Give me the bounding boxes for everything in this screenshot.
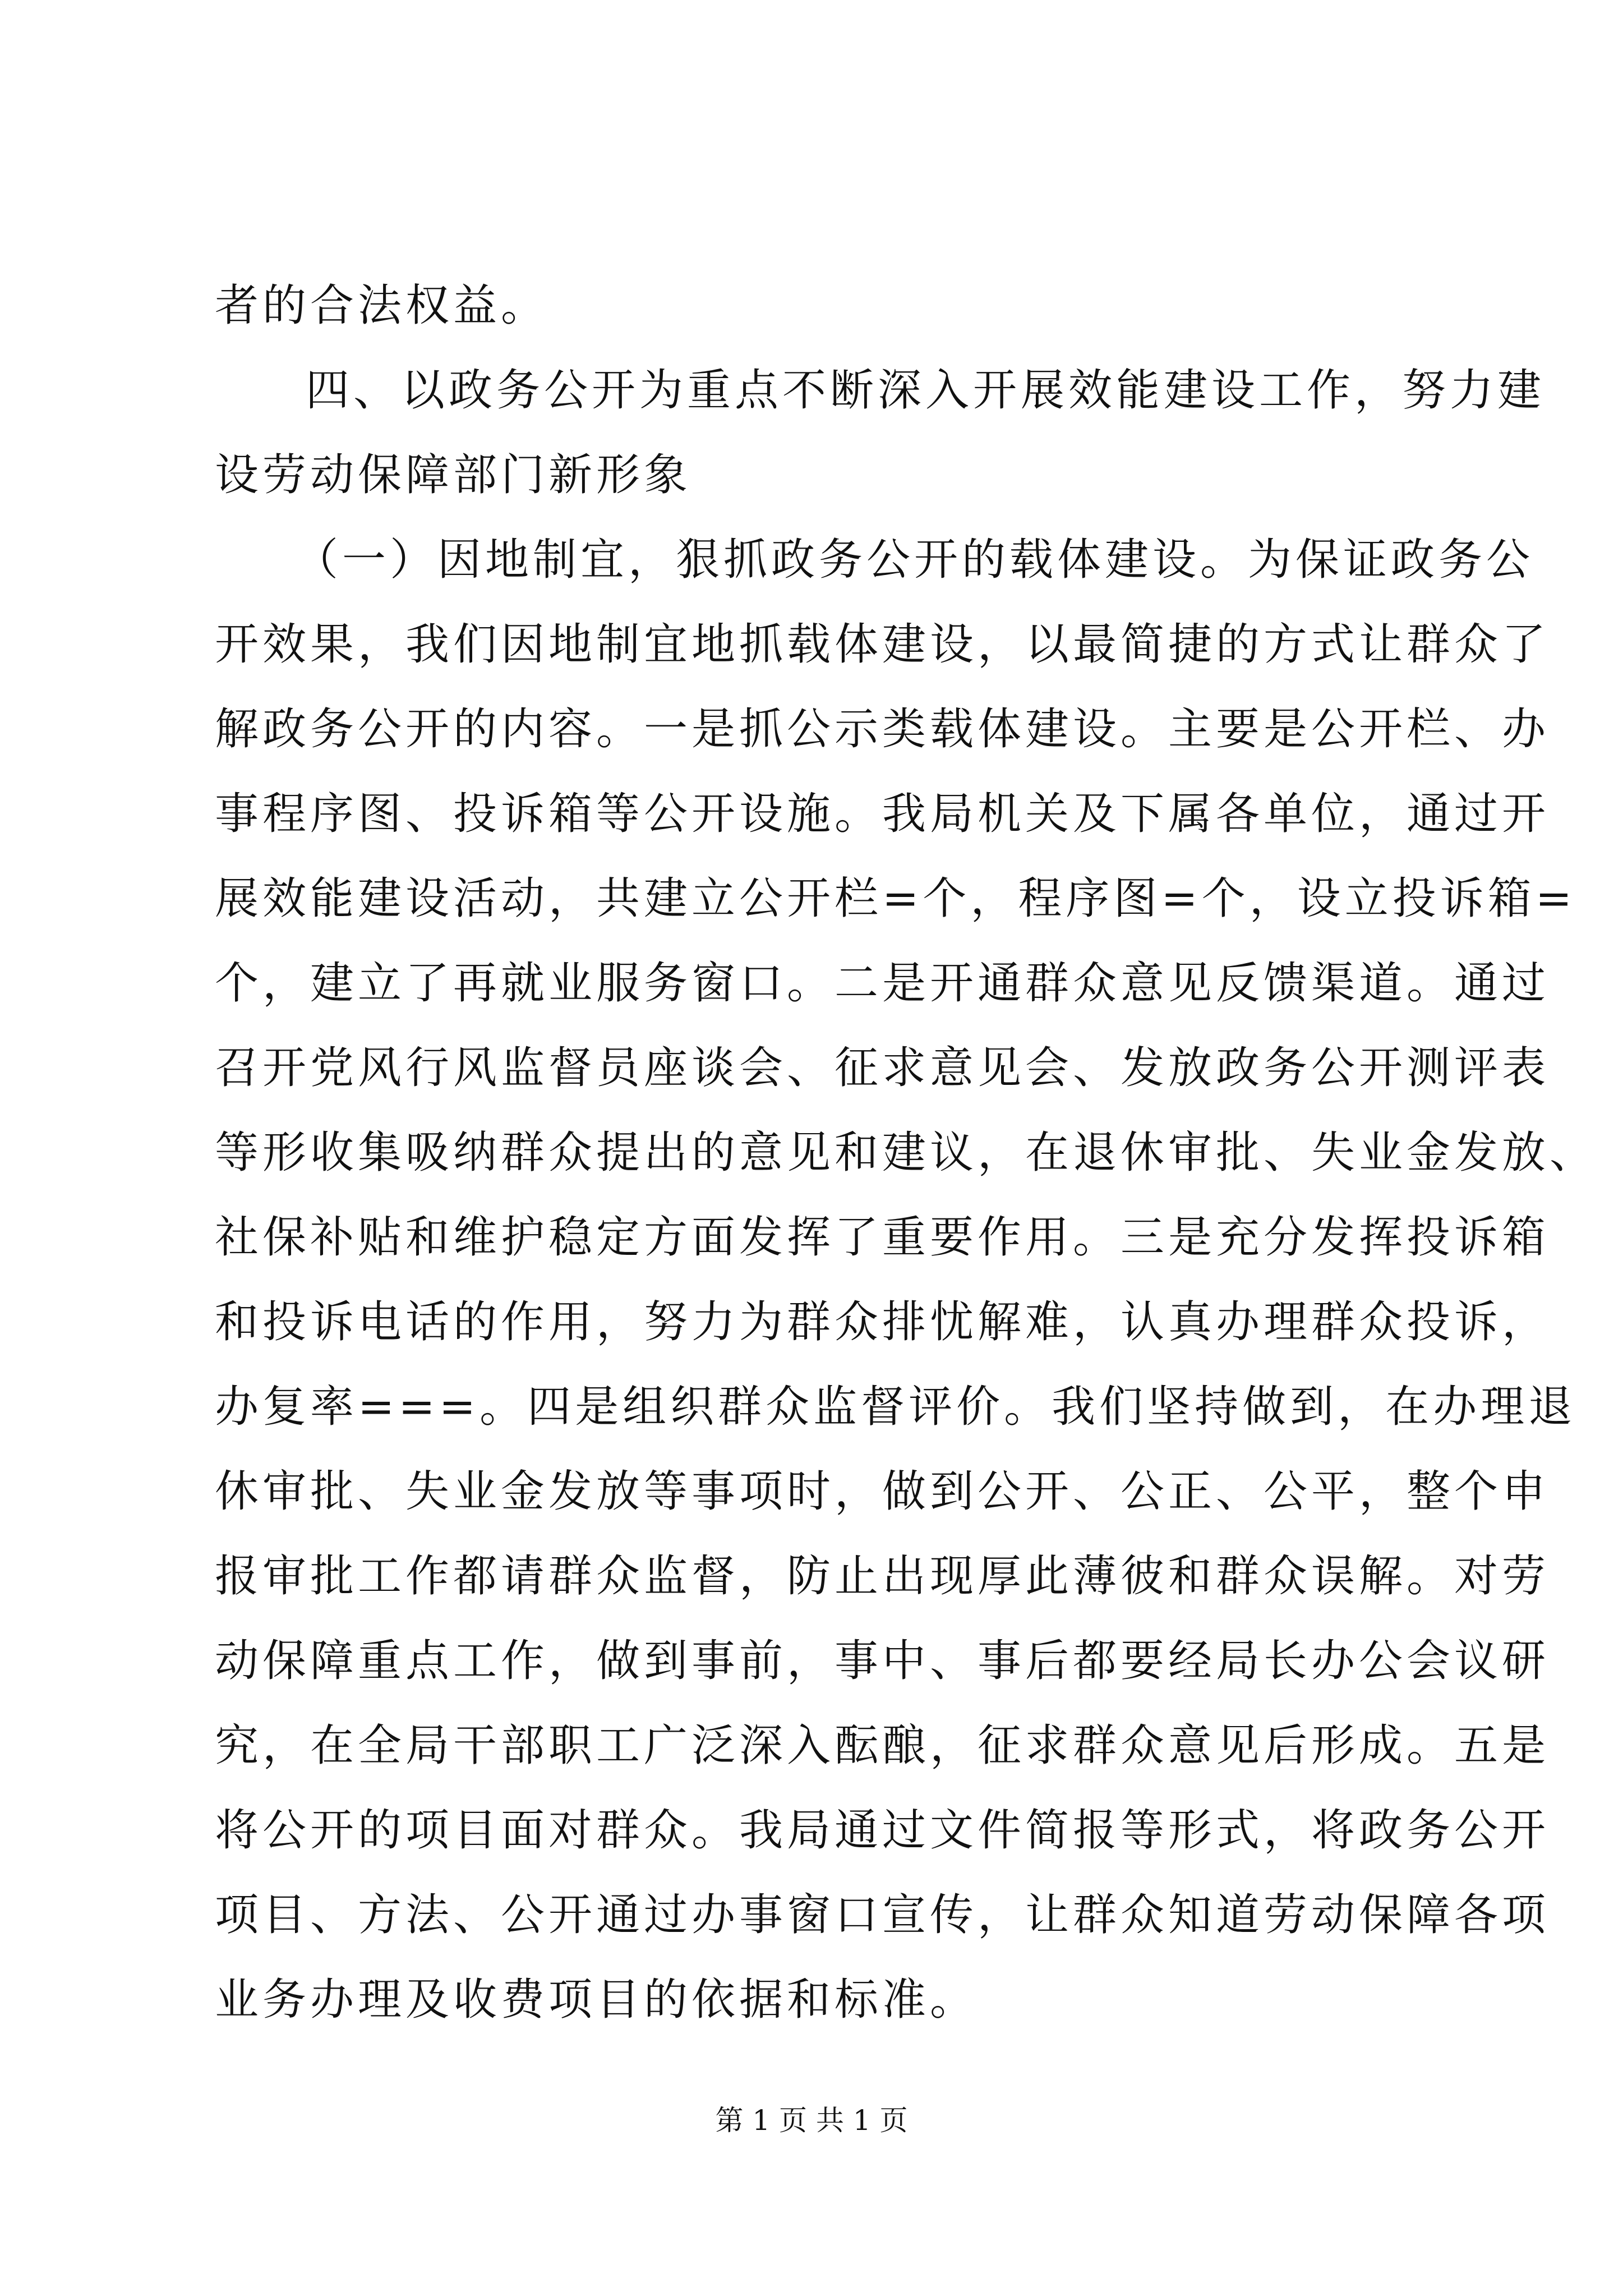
text-line: 项目、方法、公开通过办事窗口宣传，让群众知道劳动保障各项 bbox=[215, 1890, 1550, 1940]
subsection-paragraph-start: （一）因地制宜，狠抓政务公开的载体建设。为保证政务公 bbox=[294, 535, 1534, 585]
text-line: 等形收集吸纳群众提出的意见和建议，在退休审批、失业金发放、 bbox=[215, 1128, 1598, 1178]
text-line: 报审批工作都请群众监督，防止出现厚此薄彼和群众误解。对劳 bbox=[215, 1551, 1550, 1602]
text-line: 休审批、失业金发放等事项时，做到公开、公正、公平，整个申 bbox=[215, 1466, 1550, 1517]
text-line: 开效果，我们因地制宜地抓载体建设，以最简捷的方式让群众了 bbox=[215, 619, 1550, 670]
text-line: 和投诉电话的作用，努力为群众排忧解难，认真办理群众投诉， bbox=[215, 1297, 1550, 1347]
text-line: 社保补贴和维护稳定方面发挥了重要作用。三是充分发挥投诉箱 bbox=[215, 1212, 1550, 1263]
text-line: 者的合法权益。 bbox=[215, 280, 549, 331]
text-line: 究，在全局干部职工广泛深入酝酿，征求群众意见后形成。五是 bbox=[215, 1720, 1550, 1771]
text-line: 解政务公开的内容。一是抓公示类载体建设。主要是公开栏、办 bbox=[215, 704, 1550, 754]
text-line: 动保障重点工作，做到事前，事中、事后都要经局长办公会议研 bbox=[215, 1636, 1550, 1686]
text-line: 将公开的项目面对群众。我局通过文件简报等形式，将政务公开 bbox=[215, 1805, 1550, 1856]
text-line: 事程序图、投诉箱等公开设施。我局机关及下属各单位，通过开 bbox=[215, 789, 1550, 839]
text-line: 业务办理及收费项目的依据和标准。 bbox=[215, 1975, 978, 2025]
page-footer: 第 1 页 共 1 页 bbox=[715, 2104, 908, 2137]
text-line: 召开党风行风监督员座谈会、征求意见会、发放政务公开测评表 bbox=[215, 1043, 1550, 1093]
section-heading: 四、以政务公开为重点不断深入开展效能建设工作，努力建 bbox=[306, 365, 1546, 416]
section-heading-continuation: 设劳动保障部门新形象 bbox=[215, 450, 692, 500]
text-line: 个，建立了再就业服务窗口。二是开通群众意见反馈渠道。通过 bbox=[215, 958, 1550, 1009]
text-line: 办复率===。四是组织群众监督评价。我们坚持做到，在办理退 bbox=[215, 1382, 1576, 1432]
text-line: 展效能建设活动，共建立公开栏=个，程序图=个，设立投诉箱= bbox=[215, 873, 1576, 924]
